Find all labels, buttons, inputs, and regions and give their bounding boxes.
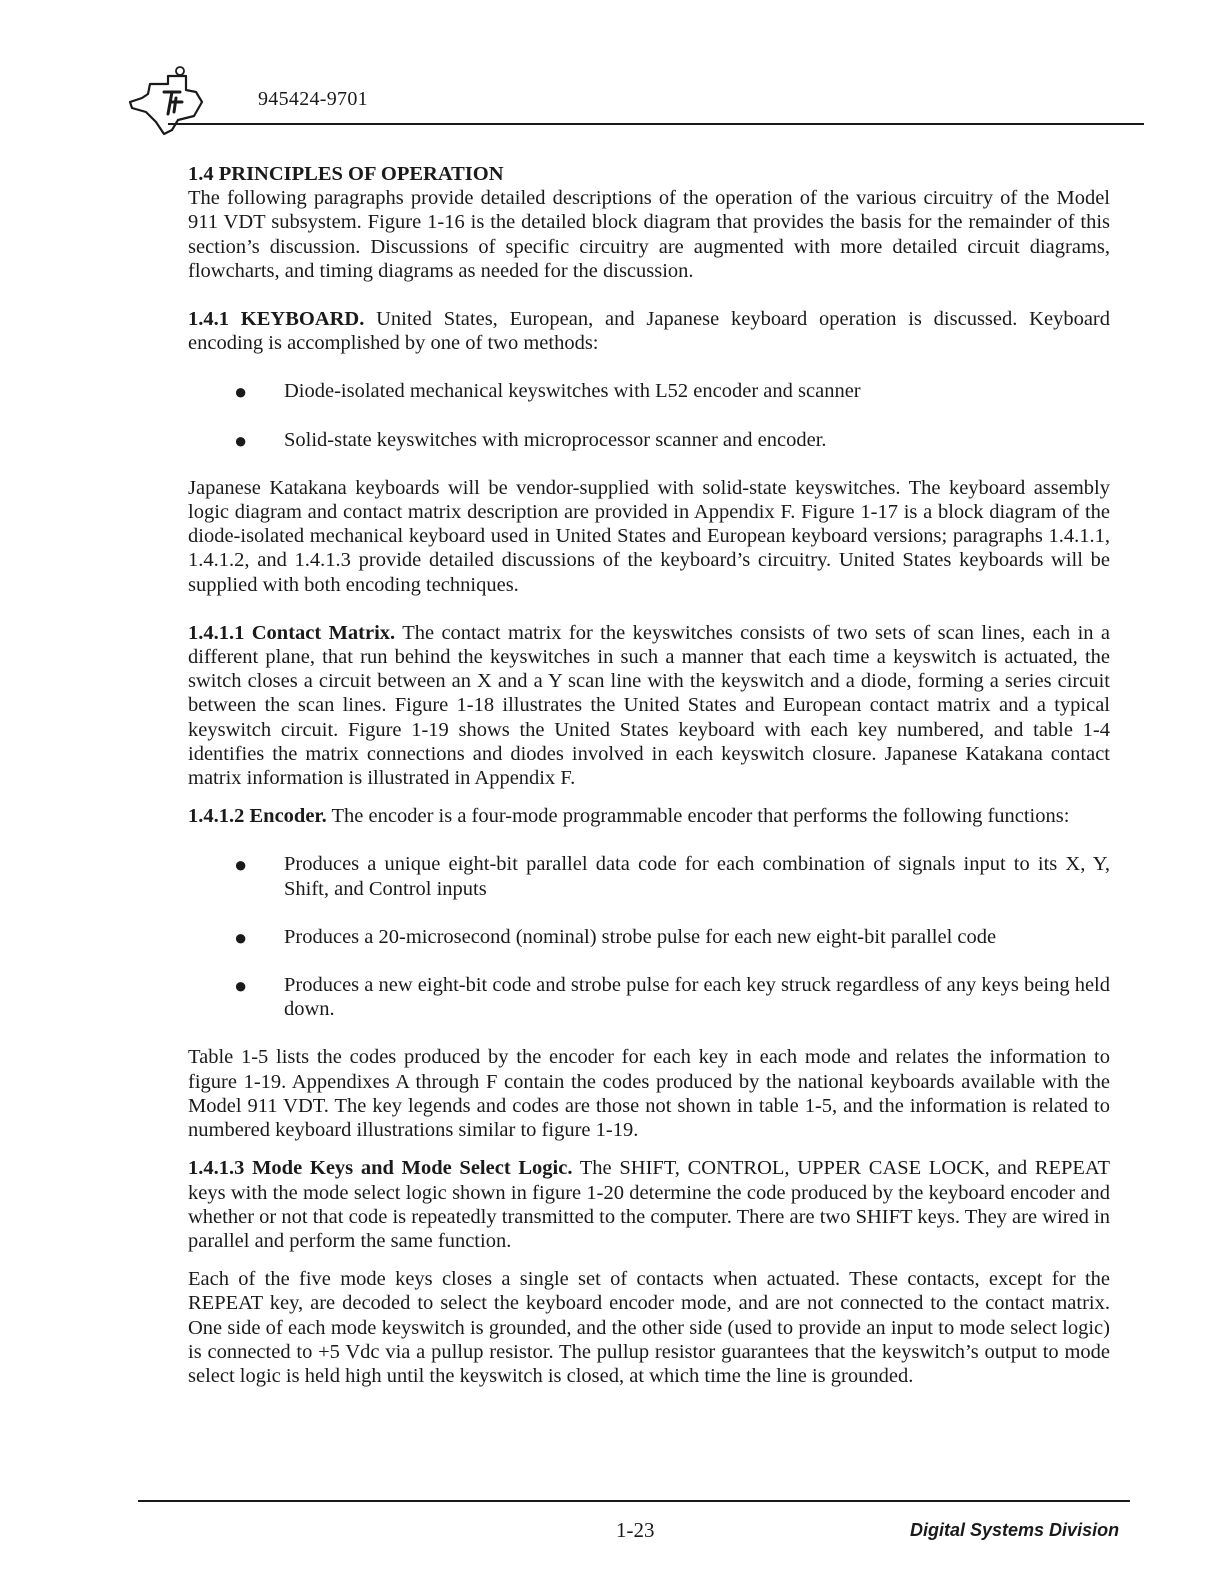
header-rule bbox=[168, 123, 1144, 125]
page-number: 1-23 bbox=[616, 1518, 655, 1542]
section-1-4-1-3 bbox=[188, 1156, 1110, 1253]
list-item: ● Produces a new eight-bit code and strobe pulse for each key struck regardless of any keys being held down. bbox=[234, 973, 1110, 1021]
ti-logo-icon bbox=[128, 62, 214, 138]
section-text: The following paragraphs provide detailed descriptions of the operation of the various circuitry of the Model 911 VDT subsystem. Figure 1-16 is the detailed block diagram that provides the basis for the remainder of this section’s discussion. Discussions of specific circuitry are augmented with more detailed circuit diagrams, flowcharts, and timing diagrams as needed for the discussion. bbox=[188, 187, 1110, 282]
list-item: ● Produces a 20-microsecond (nominal) strobe pulse for each new eight-bit parallel code bbox=[234, 924, 997, 950]
section-heading: 1.4.1.3 Mode Keys and Mode Select Logic. bbox=[188, 1157, 573, 1180]
section-text: United States, European, and Japanese keyboard operation is discussed. Keyboard encoding is accomplished by one of two methods: bbox=[188, 308, 1110, 355]
bullet-icon: ● bbox=[234, 924, 248, 950]
bullet-icon: ● bbox=[234, 852, 248, 878]
section-text: The contact matrix for the keyswitches consists of two sets of scan lines, each in a different plane, that run behind the keyswitches in such a manner that each time a keyswitch is actuated, the switch closes a circuit between an X and a Y scan line with the keyswitch and a diode, forming a series circuit between the scan lines. Figure 1-18 illustrates the United States and European contact matrix and a typical keyswitch circuit. Figure 1-19 shows the United States keyboard with each key numbered, and table 1-4 identifies the matrix connections and diodes involved in each keyswitch closure. Japanese Katakana contact matrix information is illustrated in Appendix F. bbox=[188, 621, 1110, 790]
document-number: 945424-9701 bbox=[258, 88, 368, 110]
list-item: ● Solid-state keyswitches with microprocessor scanner and encoder. bbox=[234, 427, 827, 453]
document-body bbox=[188, 162, 1110, 1388]
footer-rule bbox=[138, 1500, 1130, 1502]
section-text: The SHIFT, CONTROL, UPPER CASE LOCK, and REPEAT keys with the mode select logic shown in figure 1-20 determine the code produced by the keyboard encoder and whether or not that code is repeatedly transmitted to the computer. There are two SHIFT keys. They are wired in parallel and perform the same function. bbox=[188, 1157, 1110, 1252]
bullet-icon: ● bbox=[234, 379, 248, 405]
division-name: Digital Systems Division bbox=[910, 1520, 1120, 1540]
paragraph: Japanese Katakana keyboards will be vendor-supplied with solid-state keyswitches. The keyboard assembly logic diagram and contact matrix description are provided in Appendix F. Figure 1-17 is a block diagram of the diode-isolated mechanical keyboard used in United States and European keyboard versions; paragraphs 1.4.1.1, 1.4.1.2, and 1.4.1.3 provide detailed discussions of the keyboard’s circuitry. United States keyboards will be supplied with both encoding techniques. bbox=[188, 476, 1110, 596]
list-item: ● Diode-isolated mechanical keyswitches with L52 encoder and scanner bbox=[234, 379, 861, 405]
paragraph: Each of the five mode keys closes a single set of contacts when actuated. These contacts, except for the REPEAT key, are decoded to select the keyboard encoder mode, and are not connected to the contact matrix. One side of each mode keyswitch is grounded, and the other side (used to provide an input to mode select logic) is connected to +5 Vdc via a pullup resistor. The pullup resistor guarantees that the keyswitch’s output to mode select logic is held high until the keyswitch is closed, at which time the line is grounded. bbox=[188, 1268, 1110, 1387]
section-heading: 1.4.1 KEYBOARD. bbox=[188, 308, 365, 331]
bullet-icon: ● bbox=[234, 973, 248, 999]
section-1-4-1-2 bbox=[188, 804, 1110, 828]
section-1-4-1 bbox=[188, 307, 1110, 355]
section-heading: 1.4.1.2 Encoder. bbox=[188, 805, 327, 828]
paragraph: Table 1-5 lists the codes produced by the encoder for each key in each mode and relates the information to figure 1-19. Appendixes A through F contain the codes produced by the national keyboards available with the Model 911 VDT. The key legends and codes are those not shown in table 1-5, and the information is related to numbered keyboard illustrations similar to figure 1-19. bbox=[188, 1046, 1110, 1142]
list-item: ● Produces a unique eight-bit parallel data code for each combination of signals input to its X, Y, Shift, and Control inputs bbox=[234, 852, 1110, 900]
section-1-4-1-1 bbox=[188, 621, 1110, 790]
bullet-icon: ● bbox=[234, 427, 248, 453]
section-heading: 1.4.1.1 Contact Matrix. bbox=[188, 621, 396, 644]
section-1-4 bbox=[188, 162, 1110, 283]
section-text: The encoder is a four-mode programmable encoder that performs the following functions: bbox=[326, 805, 1070, 828]
section-heading: 1.4 PRINCIPLES OF OPERATION bbox=[188, 163, 504, 185]
